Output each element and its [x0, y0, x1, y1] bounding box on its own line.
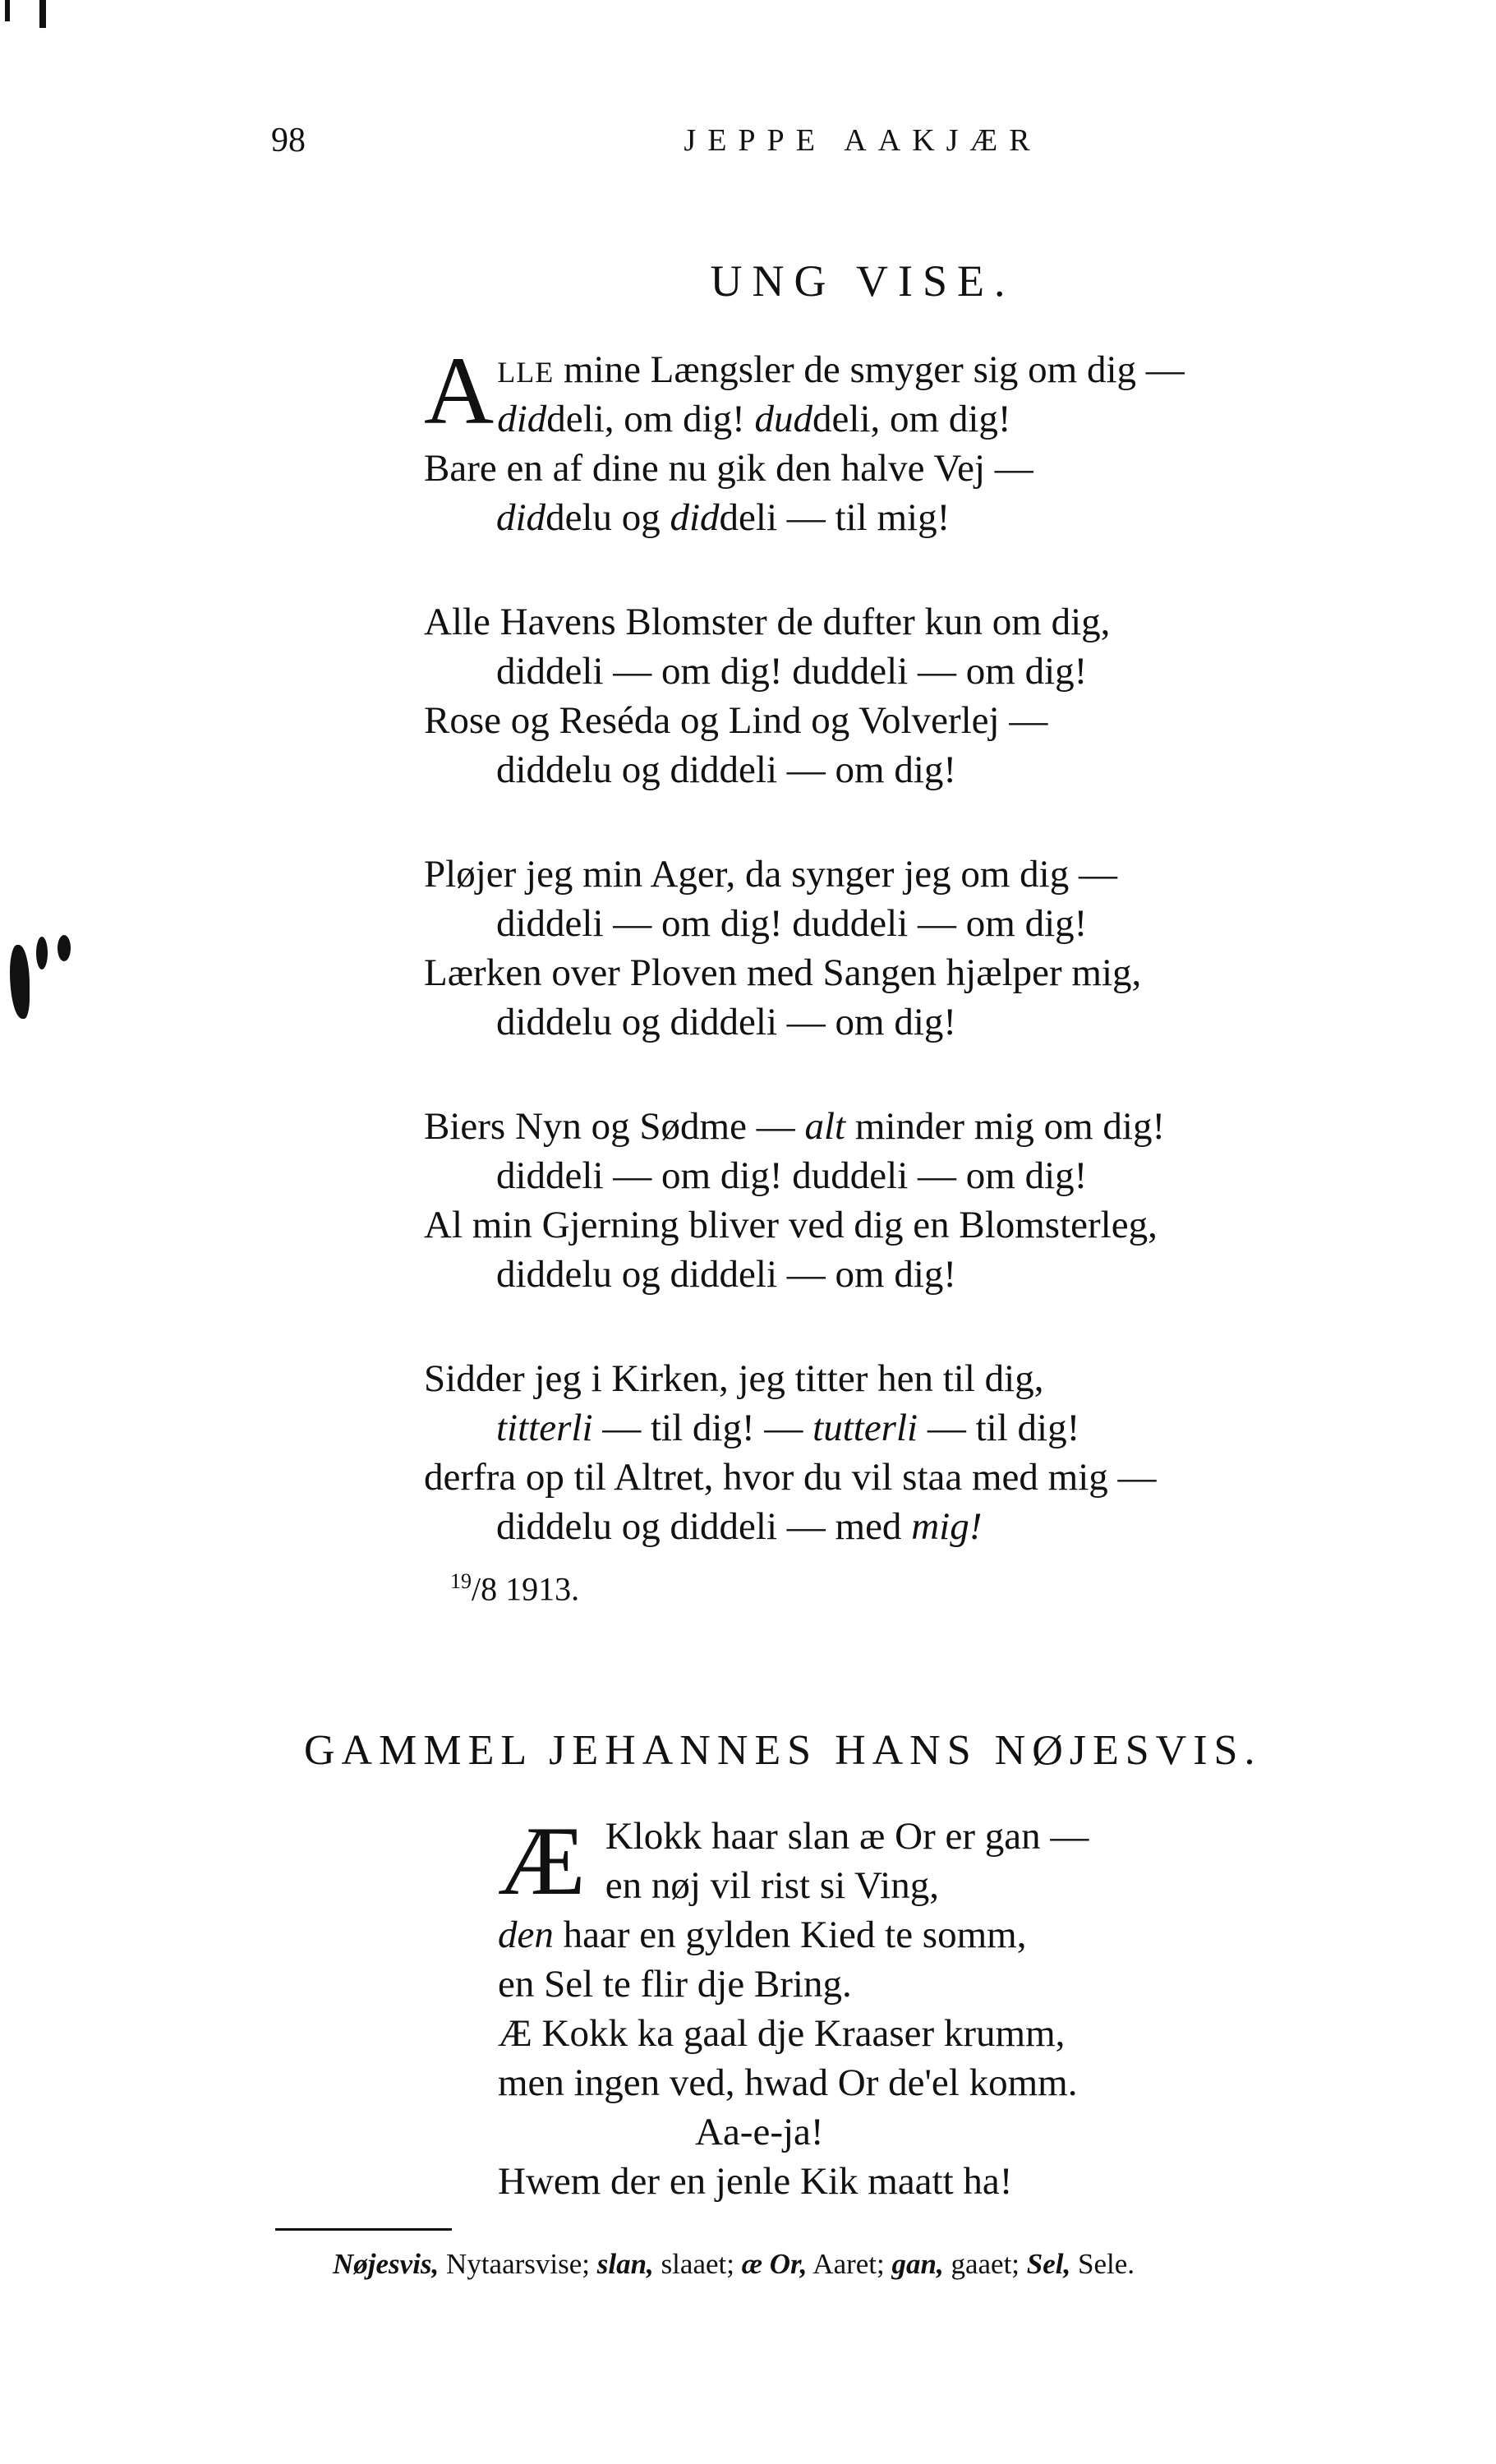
verse-line: diddeli — om dig! duddeli — om dig! [496, 650, 1088, 693]
scan-mark-left-3 [58, 935, 71, 961]
stanza-5 [424, 1354, 1157, 1551]
verse-line: Sidder jeg i Kirken, jeg titter hen til dig, [424, 1357, 1044, 1400]
page-number: 98 [271, 122, 306, 159]
drop-cap: A [424, 337, 495, 444]
poem-date: $^{19}$/8 1913. [450, 1569, 580, 1608]
stanza-2 [424, 597, 1110, 794]
scan-mark-top [5, 0, 10, 21]
verse-line: Bare en af dine nu gik den halve Vej — [424, 447, 1033, 490]
verse-line: diddeli, om dig! duddeli, om dig! [497, 398, 1011, 440]
verse-line: Pløjer jeg min Ager, da synger jeg om dig — [424, 853, 1117, 896]
verse-line: Æ Kokk ka gaal dje Kraaser krumm, [498, 2012, 1066, 2055]
verse-line: diddelu og diddeli — om dig! [496, 1001, 957, 1043]
stanza-3 [424, 850, 1141, 1047]
scan-mark-left [10, 945, 30, 1019]
verse-line: Rose og Reséda og Lind og Volverlej — [424, 699, 1048, 742]
verse-line: men ingen ved, hwad Or de'el komm. [498, 2061, 1078, 2104]
verse-line: en nøj vil rist si Ving, [605, 1864, 939, 1907]
verse-line: Alle Havens Blomster de dufter kun om dig, [424, 601, 1111, 643]
verse-line: den haar en gylden Kied te somm, [498, 1914, 1027, 1956]
footnote-rule [275, 2228, 452, 2231]
verse-line: Al min Gjerning bliver ved dig en Blomsterleg, [424, 1204, 1158, 1246]
verse-line: Lærken over Ploven med Sangen hjælper mig, [424, 951, 1142, 994]
verse-line: Hwem der en jenle Kik maatt ha! [498, 2160, 1013, 2203]
verse-line: derfra op til Altret, hvor du vil staa med mig — [424, 1456, 1157, 1499]
verse-line: diddeli — om dig! duddeli — om dig! [496, 902, 1088, 945]
verse-line: Aa-e-ja! [695, 2111, 824, 2153]
verse-line: LLE mine Længsler de smyger sig om dig — [497, 348, 1185, 391]
stanza-4 [424, 1102, 1165, 1299]
verse-line: Biers Nyn og Sødme — alt minder mig om dig! [424, 1105, 1166, 1148]
scan-mark-left-2 [36, 937, 48, 969]
footnote: Nøjesvis, Nytaarsvise; slan, slaaet; æ Or, Aaret; gan, gaaet; Sel, Sele. [333, 2248, 1135, 2280]
verse-line: diddelu og diddeli — med mig! [496, 1505, 983, 1548]
running-head: JEPPE AAKJÆR [684, 123, 1042, 158]
verse-line: diddelu og diddeli — om dig! [496, 1253, 957, 1296]
scan-mark-top-2 [39, 0, 46, 28]
poem-title-2: GAMMEL JEHANNES HANS NØJESVIS. [304, 1727, 1262, 1774]
verse-line: titterli — til dig! — tutterli — til dig! [496, 1407, 1080, 1449]
stanza-1 [424, 337, 1185, 542]
verse-line: diddeli — om dig! duddeli — om dig! [496, 1154, 1088, 1197]
verse-line: Klokk haar slan æ Or er gan — [605, 1815, 1089, 1858]
verse-line: en Sel te flir dje Bring. [498, 1963, 852, 2006]
stanza-poem2 [498, 1806, 1089, 2206]
poem-title: UNG VISE. [710, 256, 1015, 306]
verse-line: diddelu og diddeli — om dig! [496, 748, 957, 791]
verse-line: diddelu og diddeli — til mig! [496, 496, 951, 539]
drop-cap-2: Æ [498, 1806, 586, 1915]
